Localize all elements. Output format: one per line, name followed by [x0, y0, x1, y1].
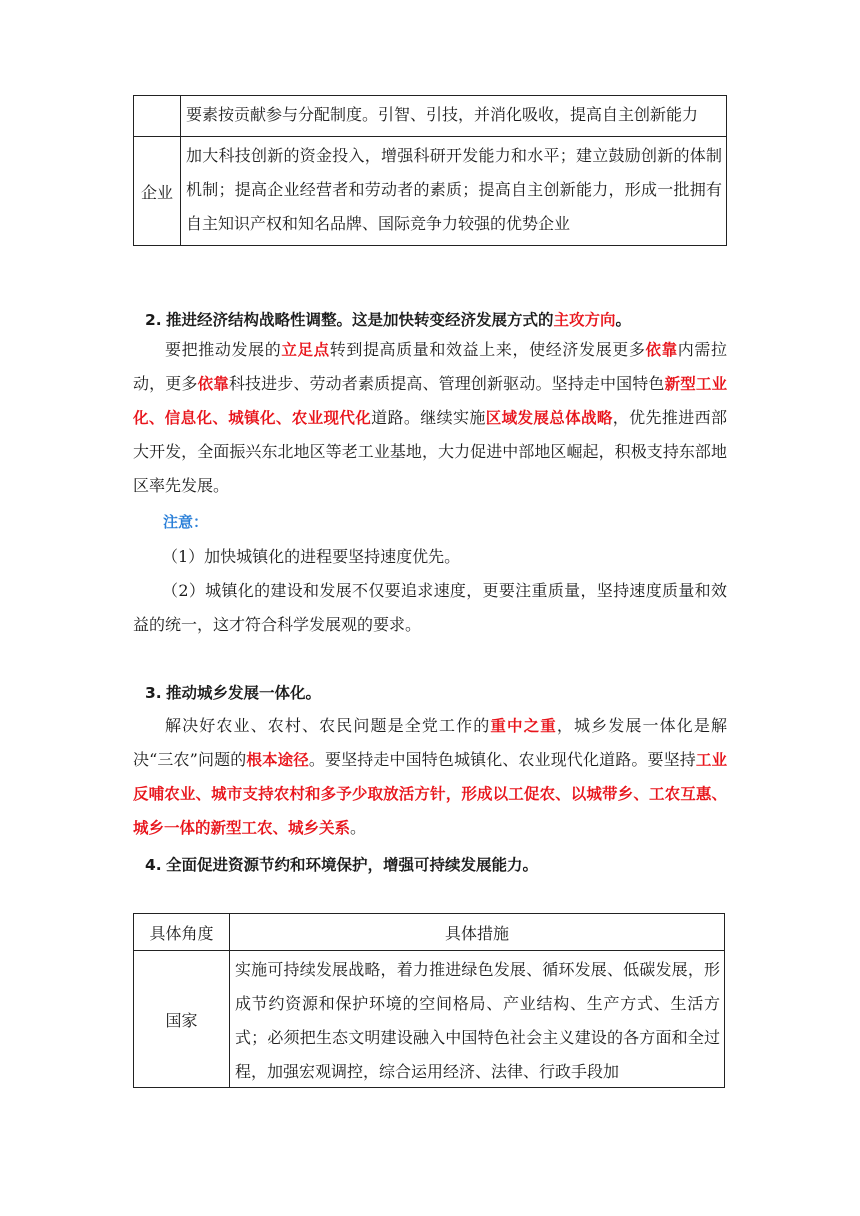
note-item-1: （1）加快城镇化的进程要坚持速度优先。	[162, 547, 461, 566]
section-2-heading	[133, 308, 727, 330]
measures-table-bottom	[133, 913, 725, 1088]
section-number: 2.	[145, 311, 162, 329]
note-item-2: （2）城镇化的建设和发展不仅要追求速度，更要注重质量，坚持速度质量和效益的统一，这才符合科学发展观的要求。	[133, 581, 727, 634]
heading-text: 全面促进资源节约和环境保护，增强可持续发展能力。	[166, 856, 539, 874]
highlight-text: 主攻方向	[553, 311, 616, 329]
note-label: 注意：	[163, 513, 209, 531]
highlight-text: 工业反哺农业、城市支持农村和多予少取放活方针，形成以工促农、以城带乡、工农互惠、城乡一体的新型工农、城乡关系	[133, 751, 727, 837]
body-text: 科技进步、劳动者素质提高、管理创新驱动。坚持走中国特色	[228, 374, 665, 393]
table-row	[134, 96, 727, 137]
column-header-angle: 具体角度	[134, 914, 230, 951]
body-text: 要把推动发展的	[165, 340, 282, 359]
body-text: ，城乡发展一体化是解决“三农”问题的	[133, 716, 727, 769]
table-row	[134, 137, 727, 246]
body-text: 内需拉动，更多	[133, 340, 727, 393]
highlight-text: 区域发展总体战略	[485, 409, 613, 427]
section-3-heading	[133, 681, 727, 703]
section-2-paragraph	[133, 333, 727, 503]
highlight-text: 新型工业化、信息化、城镇化、农业现代化	[133, 375, 727, 427]
heading-text: 推进经济结构战略性调整。这是加快转变经济发展方式的	[166, 311, 554, 329]
table-cell-text: 实施可持续发展战略，着力推进绿色发展、循环发展、低碳发展，形成节约资源和保护环境的空间格局、产业结构、生产方式、生活方式；必须把生态文明建设融入中国特色社会主义建设的各方面和全过程，加强宏观调控，综合运用经济、法律、行政手段加	[235, 960, 720, 1081]
highlight-text: 依靠	[197, 375, 229, 393]
highlight-text: 立足点	[281, 341, 330, 359]
body-text: 。	[350, 818, 367, 837]
section-3-paragraph	[133, 709, 727, 845]
body-text: 。要坚持走中国特色城镇化、农业现代化道路。要坚持	[308, 750, 696, 769]
table-cell-label: 国家	[134, 951, 230, 1088]
section-4-heading	[133, 853, 727, 875]
body-text: 道路。继续实施	[371, 408, 486, 427]
body-text: 转到提高质量和效益上来，使经济发展更多	[329, 340, 646, 359]
heading-text: 推动城乡发展一体化。	[166, 684, 322, 702]
section-number: 3.	[145, 684, 162, 702]
table-row	[134, 951, 725, 1088]
table-cell-content	[230, 951, 725, 1088]
heading-text: 。	[615, 311, 632, 329]
body-text: 解决好农业、农村、农民问题是全党工作的	[165, 716, 491, 735]
measures-table-top	[133, 95, 727, 246]
table-cell-label: 企业	[134, 137, 181, 246]
table-cell-content: 加大科技创新的资金投入，增强科研开发能力和水平；建立鼓励创新的体制机制；提高企业经营者和劳动者的素质；提高自主创新能力，形成一批拥有自主知识产权和知名品牌、国际竞争力较强的优势企业	[181, 137, 727, 246]
body-text: ，优先推进西部大开发，全面振兴东北地区等老工业基地，大力促进中部地区崛起，积极支持东部地区率先发展。	[133, 408, 727, 495]
highlight-text: 重中之重	[490, 717, 557, 735]
table-cell-label	[134, 96, 181, 137]
column-header-measures: 具体措施	[230, 914, 725, 951]
highlight-text: 依靠	[645, 341, 678, 359]
section-number: 4.	[145, 856, 162, 874]
table-header-row	[134, 914, 725, 951]
note-title	[163, 505, 757, 539]
table-cell-content: 要素按贡献参与分配制度。引智、引技，并消化吸收，提高自主创新能力	[181, 96, 727, 137]
highlight-text: 根本途径	[246, 751, 309, 769]
